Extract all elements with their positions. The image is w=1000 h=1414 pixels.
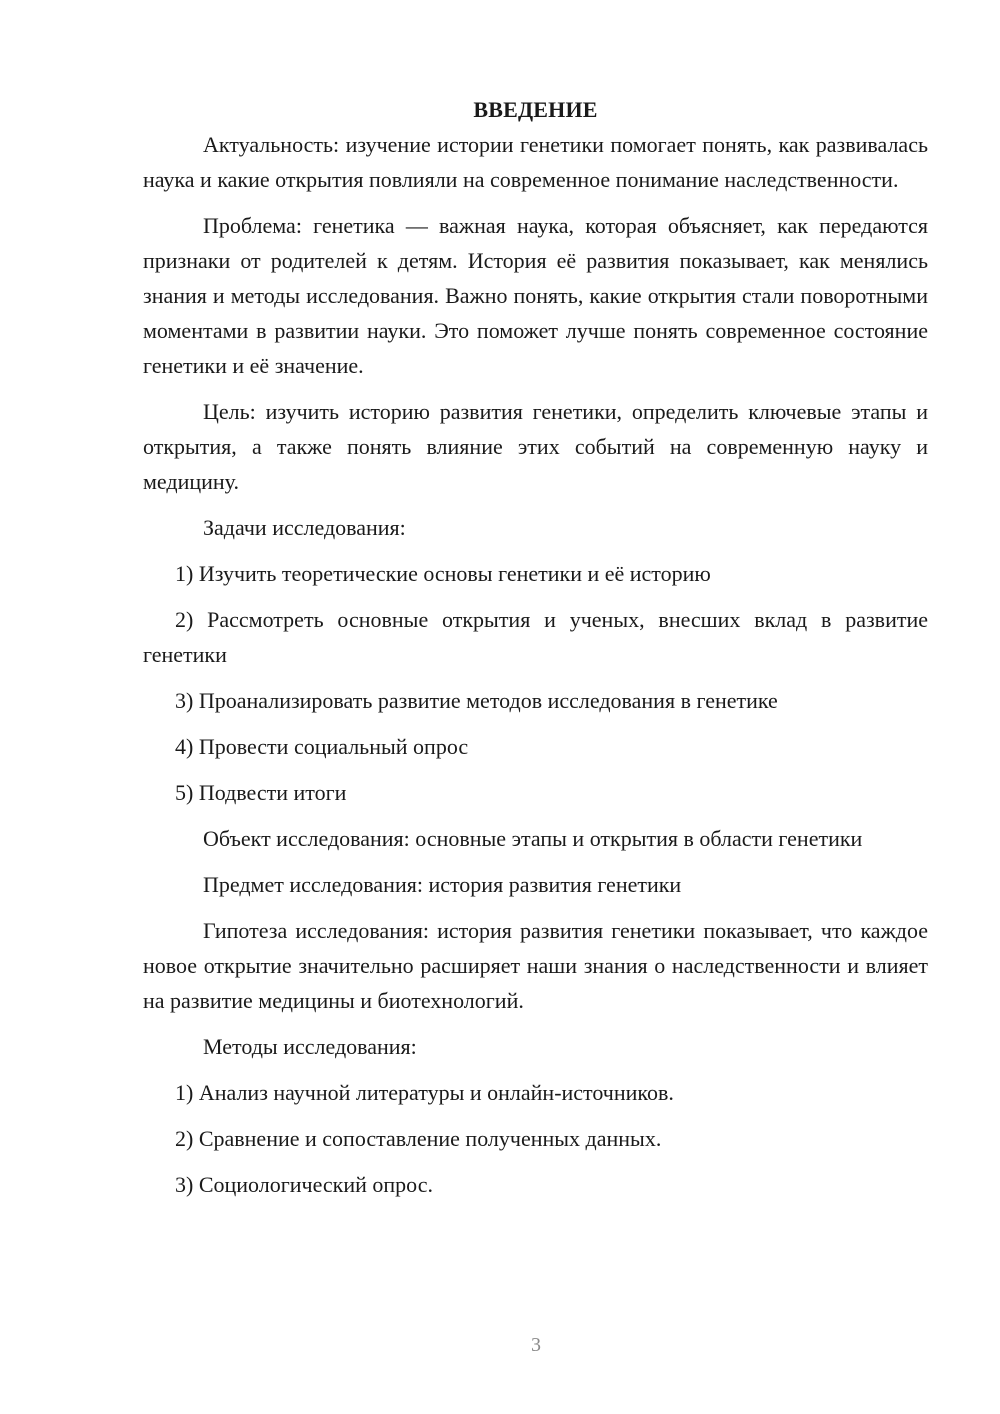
method-item: 1) Анализ научной литературы и онлайн-источников. xyxy=(175,1080,674,1105)
document-page xyxy=(143,92,928,1213)
subject-paragraph: Предмет исследования: история развития генетики xyxy=(203,872,682,897)
section-heading: ВВЕДЕНИЕ xyxy=(473,97,598,122)
tasks-heading: Задачи исследования: xyxy=(203,515,406,540)
method-item: 2) Сравнение и сопоставление полученных данных. xyxy=(175,1126,662,1151)
page-number: 3 xyxy=(531,1334,541,1356)
methods-heading: Методы исследования: xyxy=(203,1034,417,1059)
hypothesis-paragraph: Гипотеза исследования: история развития генетики показывает, что каждое новое открытие значительно расширяет наши знания о наследственности и влияет на развитие медицины и биотехнологий. xyxy=(143,918,928,1013)
object-paragraph: Объект исследования: основные этапы и открытия в области генетики xyxy=(203,826,863,851)
goal-paragraph: Цель: изучить историю развития генетики, определить ключевые этапы и открытия, а также понять влияние этих событий на современную науку и медицину. xyxy=(143,399,928,494)
task-item: 1) Изучить теоретические основы генетики и её историю xyxy=(175,561,711,586)
task-item: 4) Провести социальный опрос xyxy=(175,734,469,759)
method-item: 3) Социологический опрос. xyxy=(175,1172,433,1197)
task-item: 5) Подвести итоги xyxy=(175,780,347,805)
relevance-paragraph: Актуальность: изучение истории генетики помогает понять, как развивалась наука и какие открытия повлияли на современное понимание наследственности. xyxy=(143,132,928,192)
task-item: 3) Проанализировать развитие методов исследования в генетике xyxy=(175,688,778,713)
task-item: 2) Рассмотреть основные открытия и ученых, внесших вклад в развитие генетики xyxy=(143,607,928,667)
problem-paragraph: Проблема: генетика — важная наука, которая объясняет, как передаются признаки от родителей к детям. История её развития показывает, как менялись знания и методы исследования. Важно понять, какие открытия стали поворотными моментами в развитии науки. Это поможет лучше понять современное состояние генетики и её значение. xyxy=(143,213,928,378)
